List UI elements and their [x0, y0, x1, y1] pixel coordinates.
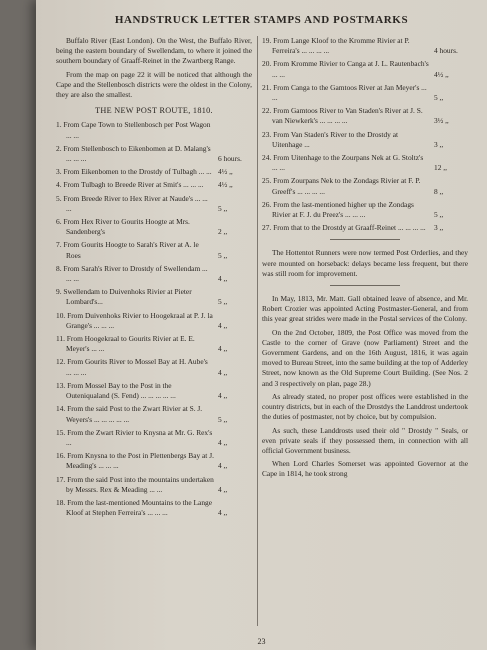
paragraph-landdrost: As already stated, no proper post offices were established in the country districts, but in each of the Drostdys the Landdrost undertook the duties of postmaster, not by choice, but by compulsion.: [262, 391, 468, 422]
route-duration: 5 ,,: [218, 250, 228, 260]
route-item: [56, 475, 252, 495]
route-item: [262, 153, 468, 173]
route-list-right: [262, 36, 468, 233]
route-text: 20. From Kromme Rivier to Canga at J. L. Rautenbach's ... ...: [262, 59, 429, 79]
route-item: [56, 180, 252, 190]
route-duration: 3 ,,: [434, 223, 444, 233]
route-text: 27. From that to the Drostdy at Graaff-Reinet ... ... ... ...: [262, 223, 426, 233]
route-text: 8. From Sarah's River to Drostdy of Swellendam ... ... ...: [56, 263, 208, 284]
route-duration: 4 ,,: [218, 461, 228, 471]
route-text: 24. From Uitenhage to the Zourpans Nek at G. Stoltz's ... ...: [262, 153, 424, 173]
route-duration: 5 ,,: [218, 414, 228, 424]
paragraph-somerset: When Lord Charles Somerset was appointed Governor at the Cape in 1814, he took strong: [262, 459, 468, 479]
route-duration: 12 ,,: [434, 163, 447, 173]
route-item: [56, 240, 252, 260]
route-duration: 4 ,,: [218, 391, 228, 401]
route-text: 17. From the said Post into the mountains undertaken by Messrs. Rex & Meading ... ...: [56, 474, 214, 494]
route-text: 5. From Breede River to Hex River at Naude's ... ... ...: [56, 193, 208, 213]
book-page: [36, 0, 487, 650]
page-number: 23: [257, 637, 266, 646]
route-item: [56, 357, 252, 377]
paragraph-seals: As such, these Landdrosts used their old " Drostdy " Seals, or even private seals if they possessed them, in connection with all official Government business.: [262, 425, 468, 455]
route-text: 25. From Zourpans Nek to the Zondags Rivier at F. P. Greeff's ... ... ... ...: [262, 176, 421, 196]
route-text: 23. From Van Staden's River to the Drostdy at Uitenhage ...: [262, 129, 399, 149]
running-header: HANDSTRUCK LETTER STAMPS AND POSTMARKS: [114, 14, 409, 26]
section-title: THE NEW POST ROUTE, 1810.: [95, 106, 213, 116]
route-item: [56, 217, 252, 237]
paragraph-crozier: In May, 1813, Mr. Matt. Gall obtained leave of absence, and Mr. Robert Crozier was appointed Acting Postmaster-General, and from this year great strides were made in the Postal services of the Colony.: [262, 294, 468, 324]
route-duration: 4 ,,: [218, 508, 228, 518]
route-text: 12. From Gourits River to Mossel Bay at H. Aube's ... ... ...: [56, 357, 208, 377]
route-item: [262, 59, 468, 79]
route-duration: 4 ,,: [218, 484, 228, 494]
section-rule: [330, 285, 400, 286]
route-item: [262, 83, 468, 103]
paragraph-post-office-moves: On the 2nd October, 1809, the Post Office was moved from the Castle to the corner of Grave (now Parliament) Street and the Government Gardens, and on the 16th August, 1816, it was again moved to Bureau Street, into the same building at the top of Adderley Street, now known as the Old Supreme Court Building. (See Nos. 2 and 3 respectively on plan, page 28.): [262, 327, 468, 388]
column-divider: [257, 36, 258, 626]
route-duration: 5 ,,: [218, 297, 228, 307]
route-duration: 8 ,,: [434, 186, 444, 196]
route-item: [56, 144, 252, 164]
route-duration: 3½ ,,: [434, 116, 449, 126]
route-item: [262, 106, 468, 126]
route-item: [56, 287, 252, 307]
route-item: [262, 200, 468, 220]
route-duration: [214, 120, 252, 140]
route-duration: 5 ,,: [434, 210, 444, 220]
route-item: [56, 428, 252, 448]
route-text: 11. From Hoogekraal to Gourits Rivier at E. E. Meyer's ... ...: [56, 334, 195, 354]
route-list-left: [56, 120, 252, 518]
route-item: [262, 130, 468, 150]
route-item: [56, 311, 252, 331]
route-duration: 6 hours.: [218, 154, 242, 164]
route-text: 1. From Cape Town to Stellenbosch per Post Wagon ... ...: [56, 120, 211, 140]
route-text: 26. From the last-mentioned higher up the Zondags Rivier at F. J. du Preez's ... ... ...: [262, 199, 414, 220]
route-duration: 5 ,,: [218, 203, 228, 213]
route-item: [262, 223, 468, 233]
route-text: 13. From Mossel Bay to the Post in the Outeniqualand (S. Fend) ... ... ... ... ...: [56, 380, 176, 401]
route-duration: 4 ,,: [218, 437, 228, 447]
route-item: [56, 334, 252, 354]
route-duration: 4½ ,,: [434, 69, 449, 79]
route-duration: 4 ,,: [218, 320, 228, 330]
route-text: 9. Swellendam to Duivenhoks Rivier at Pieter Lombard's...: [56, 287, 192, 307]
route-text: 21. From Canga to the Gamtoos River at Jan Meyer's ... ...: [262, 82, 427, 103]
route-item: [262, 176, 468, 196]
route-text: 15. From the Zwart Rivier to Knysna at Mr. G. Rex's ...: [56, 427, 213, 447]
route-item: [56, 451, 252, 471]
route-item: [56, 120, 252, 140]
right-column: [262, 36, 468, 483]
left-column: [56, 36, 252, 521]
route-duration: 4 ,,: [218, 274, 228, 284]
paragraph-runners: The Hottentot Runners were now termed Post Orderlies, and they were mounted on horseback: delays became less frequent, but there was still room for improvement.: [262, 248, 468, 278]
route-text: 18. From the last-mentioned Mountains to the Lange Kloof at Stephen Ferreira's ... ... ...: [56, 497, 212, 518]
route-text: 3. From Eikenbomen to the Drostdy of Tulbagh ... ...: [56, 167, 212, 177]
route-text: 19. From Lange Kloof to the Kromme Rivier at P. Ferreira's ... ... ... ...: [262, 36, 410, 56]
route-duration: 5 ,,: [434, 93, 444, 103]
intro-paragraph-2: From the map on page 22 it will be noticed that although the Cape and the Stellenbosch districts were the oldest in the Colony, they are also the smallest.: [56, 69, 252, 100]
route-item: [56, 264, 252, 284]
route-duration: 4½ ,,: [218, 167, 233, 177]
route-text: 10. From Duivenhoks Rivier to Hoogekraal at P. J. la Grange's ... ... ...: [56, 310, 213, 330]
route-item: [56, 167, 252, 177]
route-text: 2. From Stellenbosch to Eikenbomen at D. Malang's ... ... ...: [56, 143, 211, 164]
route-text: 4. From Tulbagh to Breede River at Smit's ... ... ...: [56, 180, 204, 190]
intro-paragraph-1: Buffalo River (East London). On the West, the Buffalo River, being the eastern boundary of Swellendam, to where it joined the southern boundary of Graaff-Reinet in the Zwartberg Range.: [56, 36, 252, 66]
route-item: [262, 36, 468, 56]
route-text: 22. From Gamtoos River to Van Staden's River at J. S. van Niewkerk's ... ... ... ...: [262, 106, 423, 126]
route-duration: 4 ,,: [218, 367, 228, 377]
route-text: 6. From Hex River to Gourits Hoogte at Mrs. Sandenberg's: [56, 217, 190, 237]
section-rule: [330, 239, 400, 240]
route-duration: 2 ,,: [218, 227, 228, 237]
route-item: [56, 404, 252, 424]
route-text: 7. From Gourits Hoogte to Sarah's River at A. le Roes: [56, 240, 199, 260]
route-item: [56, 381, 252, 401]
route-duration: 4 ,,: [218, 344, 228, 354]
route-item: [56, 498, 252, 518]
route-duration: 4 hours.: [434, 46, 458, 56]
route-text: 14. From the said Post to the Zwart Rivier at S. J. Weyers's ... ... ... ... ...: [56, 404, 203, 424]
route-duration: 4½ ,,: [218, 180, 233, 190]
route-duration: 3 ,,: [434, 139, 444, 149]
route-item: [56, 194, 252, 214]
route-text: 16. From Knysna to the Post in Plettenbergs Bay at J. Meading's ... ... ...: [56, 451, 214, 471]
